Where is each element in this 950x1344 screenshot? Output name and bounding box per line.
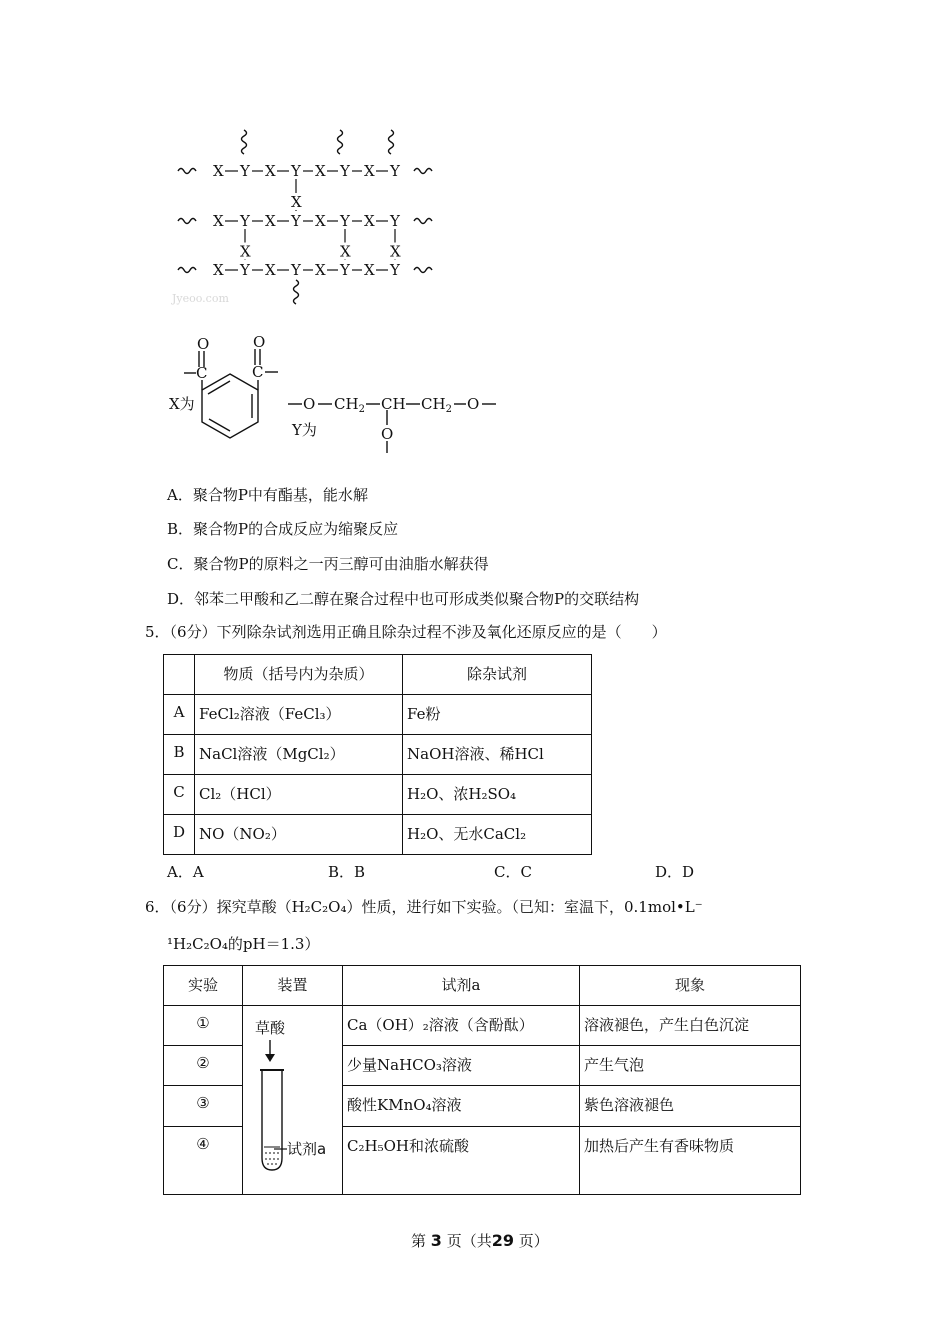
polymer-unit-y: Y <box>390 162 400 180</box>
reagent-cell: H₂O、浓H₂SO₄ <box>407 785 517 803</box>
q5-stem: 5．（6分）下列除杂试剂选用正确且除杂过程不涉及氧化还原反应的是（ ） <box>145 623 667 641</box>
footer-suffix: 页） <box>518 1232 549 1250</box>
experiment-number: ① <box>196 1014 210 1032</box>
y-label: Y为 <box>292 421 317 439</box>
wavy-end <box>414 219 432 224</box>
table-row <box>164 815 592 855</box>
substance-cell: NaCl溶液（MgCl₂） <box>199 745 345 763</box>
y-chain-ch2-2: $CH_2$ <box>421 395 452 415</box>
wavy-end <box>242 130 247 154</box>
polymer-unit-y: Y <box>390 261 400 279</box>
polymer-unit-x: X <box>364 212 375 230</box>
option-text: 聚合物P的合成反应为缩聚反应 <box>193 520 399 538</box>
crosslink-unit-x: X <box>240 242 251 261</box>
polymer-unit-y: Y <box>291 212 301 230</box>
polymer-structure-diagram <box>0 0 950 470</box>
table-row <box>164 735 592 775</box>
polymer-unit-x: X <box>315 212 326 230</box>
reagent-cell: 少量NaHCO₃溶液 <box>347 1056 472 1075</box>
option-text: 聚合物P的原料之一丙三醇可由油脂水解获得 <box>193 555 489 573</box>
phenomenon-cell: 加热后产生有香味物质 <box>584 1136 735 1155</box>
q4-option-b[interactable] <box>167 518 398 539</box>
page-footer <box>411 1230 549 1251</box>
polymer-unit-x: X <box>213 261 224 279</box>
q5-option-b[interactable]: B．B <box>328 863 366 881</box>
x-label: X为 <box>169 395 195 413</box>
polymer-unit-x: X <box>315 261 326 279</box>
y-chain-o2: O <box>467 395 480 413</box>
polymer-unit-y: Y <box>340 261 350 279</box>
polymer-unit-y: Y <box>390 212 400 230</box>
q6-header-experiment: 实验 <box>164 966 243 1006</box>
page-number: 3 <box>430 1231 442 1250</box>
footer-mid: 页（共 <box>446 1232 492 1250</box>
y-branch-oxygen: O <box>381 425 394 443</box>
carbonyl-oxygen: O <box>197 335 210 353</box>
wavy-end <box>338 130 343 154</box>
phenomenon-cell: 溶液褪色，产生白色沉淀 <box>584 1016 750 1034</box>
q5-header-substance: 物质（括号内为杂质） <box>195 655 403 695</box>
reagent-cell: NaOH溶液、稀HCl <box>407 745 544 763</box>
apparatus-cell <box>243 1006 343 1195</box>
q5-option-d[interactable]: D．D <box>655 863 695 881</box>
reagent-cell: Fe粉 <box>407 705 441 723</box>
test-tube-apparatus <box>243 1006 342 1194</box>
wavy-end <box>178 169 196 174</box>
polymer-unit-x: X <box>364 162 375 180</box>
polymer-unit-y: Y <box>240 212 250 230</box>
carbonyl-carbon: C <box>196 364 208 382</box>
q6-header-reagent: 试剂a <box>343 966 580 1006</box>
reagent-cell: H₂O、无水CaCl₂ <box>407 825 527 843</box>
polymer-unit-y: Y <box>291 261 301 279</box>
crosslink-unit-x: X <box>291 193 302 211</box>
crosslink-unit-x: X <box>340 242 351 261</box>
q5-option-a[interactable]: A．A <box>167 863 204 881</box>
polymer-unit-x: X <box>265 162 276 180</box>
wavy-end <box>178 268 196 273</box>
reagent-a-label: 试剂a <box>287 1140 327 1158</box>
table-row <box>164 775 592 815</box>
row-label: D <box>172 823 186 841</box>
experiment-number: ② <box>196 1054 210 1073</box>
total-pages: 29 <box>491 1231 514 1250</box>
wavy-end <box>294 280 299 304</box>
q5-option-c[interactable]: C．C <box>494 863 532 881</box>
q4-option-d[interactable] <box>167 588 639 609</box>
phenomenon-cell: 产生气泡 <box>584 1056 645 1075</box>
substance-cell: FeCl₂溶液（FeCl₃） <box>199 705 341 723</box>
polymer-unit-x: X <box>265 212 276 230</box>
q5-header-reagent: 除杂试剂 <box>403 655 592 695</box>
polymer-unit-y: Y <box>240 162 250 180</box>
substance-cell: Cl₂（HCl） <box>199 785 281 803</box>
row-label: B <box>173 743 185 761</box>
test-tube-icon <box>262 1070 282 1170</box>
polymer-unit-y: Y <box>291 162 301 180</box>
carbonyl-carbon: C <box>252 363 264 381</box>
polymer-unit-x: X <box>364 261 375 279</box>
polymer-unit-y: Y <box>340 212 350 230</box>
polymer-unit-x: X <box>213 212 224 230</box>
reagent-cell: 酸性KMnO₄溶液 <box>347 1096 462 1115</box>
row-label: A <box>173 703 185 721</box>
footer-prefix: 第 <box>411 1232 427 1250</box>
option-letter: B． <box>167 520 194 538</box>
option-text: 聚合物P中有酯基，能水解 <box>192 486 368 504</box>
row-label: C <box>173 783 185 801</box>
experiment-number: ③ <box>196 1094 210 1113</box>
polymer-unit-y: Y <box>240 261 250 279</box>
q6-stem-line1: 6．（6分）探究草酸（H₂C₂O₄）性质，进行如下实验。（已知：室温下，0.1mol•L⁻ <box>145 898 703 916</box>
q6-stem-line2: ¹H₂C₂O₄的pH＝1.3） <box>167 935 320 953</box>
reagent-cell: C₂H₅OH和浓硫酸 <box>347 1136 469 1155</box>
wavy-end <box>414 169 432 174</box>
wavy-end <box>178 219 196 224</box>
q6-header-apparatus: 装置 <box>243 966 343 1006</box>
option-letter: D． <box>167 590 195 608</box>
option-letter: C． <box>167 555 194 573</box>
crosslink-unit-x: X <box>390 242 401 261</box>
y-chain-ch2-1: $CH_2$ <box>334 395 365 415</box>
watermark: Jyeoo.com <box>172 292 229 305</box>
polymer-unit-x: X <box>265 261 276 279</box>
table-row <box>164 695 592 735</box>
y-chain-ch: CH <box>381 395 406 413</box>
q6-header-phenomenon: 现象 <box>580 966 801 1006</box>
q5-header-blank <box>164 655 195 695</box>
polymer-unit-x: X <box>315 162 326 180</box>
polymer-unit-x: X <box>213 162 224 180</box>
arrow-down-icon <box>265 1054 275 1062</box>
carbonyl-oxygen: O <box>253 333 266 351</box>
wavy-end <box>414 268 432 273</box>
experiment-number: ④ <box>196 1134 210 1153</box>
oxalic-acid-label: 草酸 <box>255 1019 286 1037</box>
y-chain-o1: O <box>303 395 316 413</box>
option-text: 邻苯二甲酸和乙二醇在聚合过程中也可形成类似聚合物P的交联结构 <box>194 590 640 608</box>
table-row <box>164 1006 801 1046</box>
polymer-unit-y: Y <box>340 162 350 180</box>
wavy-end <box>389 130 394 154</box>
phenomenon-cell: 紫色溶液褪色 <box>584 1096 675 1115</box>
q6-table <box>163 965 801 1195</box>
q4-option-c[interactable] <box>167 553 489 574</box>
substance-cell: NO（NO₂） <box>199 825 286 843</box>
benzene-ring <box>202 374 258 438</box>
q4-option-a[interactable] <box>167 484 368 505</box>
reagent-cell: Ca（OH）₂溶液（含酚酞） <box>347 1016 534 1034</box>
q5-table <box>163 654 592 855</box>
option-letter: A． <box>167 486 193 504</box>
